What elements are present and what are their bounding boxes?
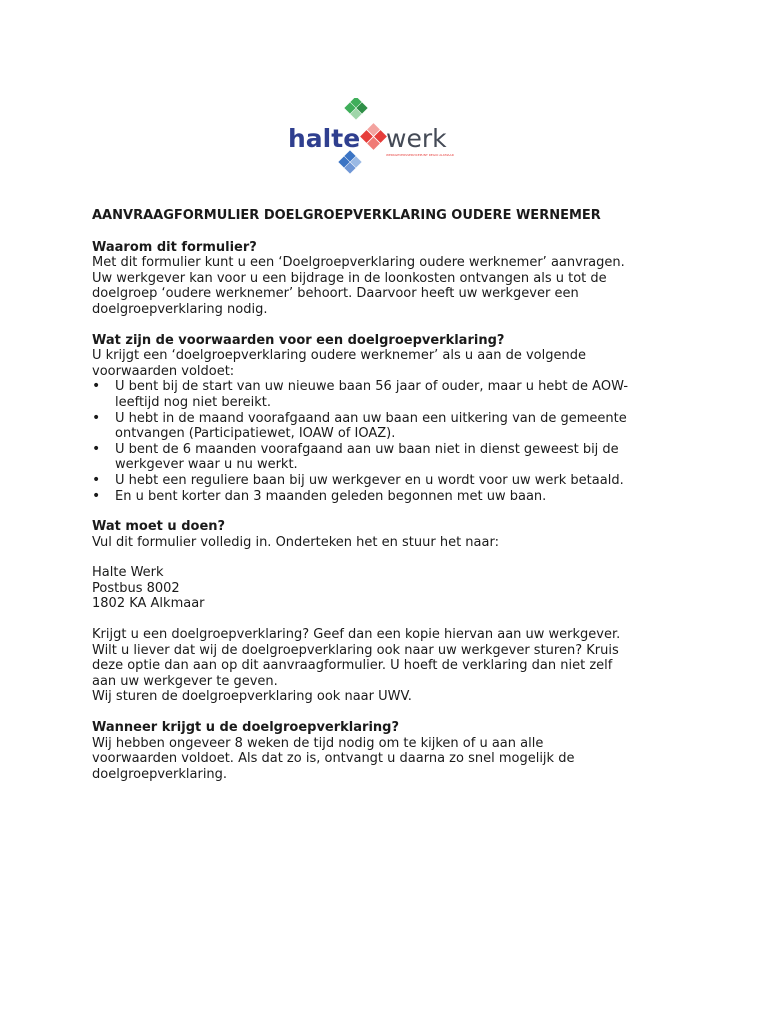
logo-top-diamonds-icon: [344, 98, 367, 120]
section-when: [92, 720, 692, 782]
text-line: voorwaarden voldoet:: [92, 363, 235, 379]
section-heading: Wanneer krijgt u de doelgroepverklaring?: [92, 720, 399, 736]
logo-center-diamonds-icon: [360, 123, 387, 150]
text-line: doelgroepverklaring.: [92, 766, 228, 782]
document-title: AANVRAAGFORMULIER DOELGROEPVERKLARING OUDERE WERNEMER: [92, 208, 601, 223]
address-line: 1802 KA Alkmaar: [92, 596, 205, 612]
list-item: [92, 489, 692, 505]
section-why: [92, 240, 692, 318]
logo-bottom-diamonds-icon: [338, 150, 361, 173]
text-line: doelgroep ‘oudere werknemer’ behoort. Daarvoor heeft uw werkgever een: [92, 286, 579, 302]
conditions-list: [92, 379, 692, 504]
logo-word-werk: werk: [386, 124, 447, 153]
postal-address: [92, 565, 692, 612]
text-line: aan uw werkgever te geven.: [92, 673, 278, 689]
text-line: Vul dit formulier volledig in. Onderteken het en stuur het naar:: [92, 534, 499, 550]
text-line: voorwaarden voldoet. Als dat zo is, ontvangt u daarna zo snel mogelijk de: [92, 751, 575, 767]
text-line: deze optie dan aan op dit aanvraagformulier. U hoeft de verklaring dan niet zelf: [92, 658, 613, 674]
text-line: U krijgt een ‘doelgroepverklaring oudere werknemer’ als u aan de volgende: [92, 348, 586, 364]
list-item-line: • U hebt in de maand voorafgaand aan uw baan een uitkering van de gemeente: [115, 410, 627, 426]
text-line: Met dit formulier kunt u een ‘Doelgroepverklaring oudere werknemer’ aanvragen.: [92, 255, 625, 271]
address-line: Postbus 8002: [92, 580, 180, 596]
list-item: [92, 473, 692, 489]
text-line: Wij hebben ongeveer 8 weken de tijd nodig om te kijken of u aan alle: [92, 735, 544, 751]
document-content: [92, 208, 692, 797]
list-item-line: leeftijd nog niet bereikt.: [115, 394, 271, 410]
list-item-line: werkgever waar u nu werkt.: [115, 457, 298, 473]
section-heading: Wat moet u doen?: [92, 519, 226, 535]
list-item-line: • En u bent korter dan 3 maanden geleden begonnen met uw baan.: [115, 488, 547, 504]
address-line: Halte Werk: [92, 565, 164, 581]
text-line: Wij sturen de doelgroepverklaring ook naar UWV.: [92, 689, 412, 705]
section-heading: Wat zijn de voorwaarden voor een doelgroepverklaring?: [92, 332, 505, 348]
text-line: Uw werkgever kan voor u een bijdrage in de loonkosten ontvangen als u tot de: [92, 270, 607, 286]
section-todo: [92, 519, 692, 705]
text-line: doelgroepverklaring nodig.: [92, 301, 268, 317]
list-item: [92, 379, 692, 410]
halte-werk-logo: [286, 98, 468, 174]
list-item-line: • U bent bij de start van uw nieuwe baan 56 jaar of ouder, maar u hebt de AOW-: [115, 379, 629, 395]
list-item-line: • U bent de 6 maanden voorafgaand aan uw baan niet in dienst geweest bij de: [115, 441, 619, 457]
section-heading: Waarom dit formulier?: [92, 239, 257, 255]
list-item-line: • U hebt een reguliere baan bij uw werkgever en u wordt voor uw werk betaald.: [115, 472, 624, 488]
section-conditions: [92, 333, 692, 505]
list-item: [92, 442, 692, 473]
list-item-line: ontvangen (Participatiewet, IOAW of IOAZ).: [115, 426, 396, 442]
logo-tagline: WERKGEVERSSERVICEPUNT REGIO ALKMAAR: [386, 153, 454, 157]
logo-word-halte: halte: [288, 124, 361, 153]
todo-paragraph: [92, 627, 692, 705]
text-line: Wilt u liever dat wij de doelgroepverklaring ook naar uw werkgever sturen? Kruis: [92, 642, 619, 658]
text-line: Krijgt u een doelgroepverklaring? Geef dan een kopie hiervan aan uw werkgever.: [92, 627, 621, 643]
list-item: [92, 411, 692, 442]
